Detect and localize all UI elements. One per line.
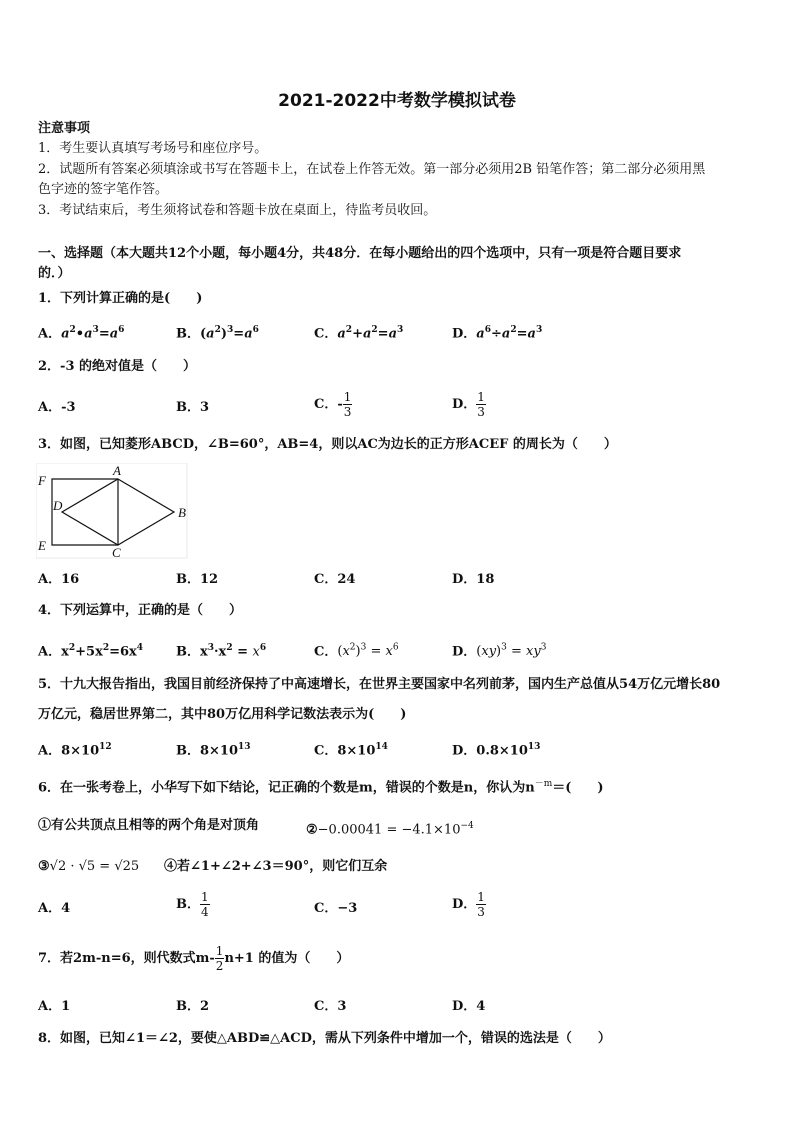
question-8-stem: 8．如图，已知∠1＝∠2，要使△ABD≌△ACD，需从下列条件中增加一个，错误的选法是（ ） — [38, 1031, 611, 1046]
q4-option-a[interactable]: A．$x^2+5x^2=6x^4$ — [38, 643, 144, 660]
section-heading-cont: 的．） — [38, 266, 71, 281]
point-label-a: A — [113, 463, 121, 478]
q6-statement-2: ②−0.00041 = $-4.1\times 10^{-4}$ — [306, 821, 474, 838]
page-title: 2021-2022中考数学模拟试卷 — [278, 91, 516, 111]
rhombus-square-figure — [36, 463, 188, 559]
q2-option-a[interactable]: A．-3 — [38, 400, 76, 415]
q4-option-d[interactable]: D．$(xy)^3 = xy^3$ — [452, 643, 547, 660]
q3-option-d[interactable]: D．18 — [452, 572, 495, 587]
notice-item: 1．考生要认真填写考场号和座位序号。 — [38, 141, 268, 156]
question-7-stem: 7．若2m-n=6，则代数式m- $\frac{1}{2}$ n+1 的值为（ ） — [38, 944, 350, 973]
q2-option-d[interactable]: D． $\frac{1}{3}$ — [452, 390, 485, 419]
q5-option-b[interactable]: B．$8\times 10^{13}$ — [176, 742, 251, 759]
q6-statement-1: ①有公共顶点且相等的两个角是对顶角 — [38, 818, 260, 833]
q5-option-a[interactable]: A．$8\times 10^{12}$ — [38, 742, 112, 759]
fraction: $\frac{1}{2}$ — [215, 944, 224, 973]
q5-option-d[interactable]: D．$0.8\times 10^{13}$ — [452, 742, 541, 759]
question-3-stem: 3．如图，已知菱形ABCD，∠B=60°，AB=4，则以AC为边长的正方形ACEF 的周长为（ ） — [38, 437, 617, 452]
point-label-b: B — [178, 505, 186, 520]
question-4-stem: 4．下列运算中，正确的是（ ） — [38, 603, 243, 618]
q4-option-c[interactable]: C．$(x^2)^3 = x^6$ — [314, 643, 399, 660]
fraction: $\frac{1}{3}$ — [477, 890, 485, 919]
notice-item: 2．试题所有答案必须填涂或书写在答题卡上，在试卷上作答无效。第一部分必须用2B 铅笔作答；第二部分必须用黑 — [38, 162, 706, 177]
fraction: $\frac{1}{3}$ — [343, 390, 352, 419]
q2-option-c[interactable]: C．- $\frac{1}{3}$ — [314, 390, 352, 419]
q1-option-b[interactable]: B．$(a^2)^3=a^6$ — [176, 325, 259, 342]
q1-option-d[interactable]: D．$a^6\div a^2=a^3$ — [452, 325, 543, 342]
q6-statement-3: ③√2 · √5 = √25 — [38, 859, 140, 874]
q3-option-c[interactable]: C．24 — [314, 572, 356, 587]
notice-item: 3．考试结束后，考生须将试卷和答题卡放在桌面上，待监考员收回。 — [38, 203, 437, 218]
q3-option-b[interactable]: B．12 — [176, 572, 219, 587]
fraction: $\frac{1}{3}$ — [477, 390, 485, 419]
fraction: $\frac{1}{4}$ — [201, 890, 209, 919]
question-2-stem: 2．-3 的绝对值是（ ） — [38, 359, 197, 374]
point-label-d: D — [53, 498, 63, 513]
point-label-e: E — [38, 538, 46, 553]
notice-heading: 注意事项 — [38, 121, 91, 136]
q7-option-b[interactable]: B．2 — [176, 999, 210, 1014]
q2-option-b[interactable]: B．3 — [176, 400, 210, 415]
q7-option-c[interactable]: C．3 — [314, 999, 347, 1014]
section-heading: 一、选择题（本大题共12个小题，每小题4分，共48分．在每小题给出的四个选项中，只有一项是符合题目要求 — [38, 246, 682, 261]
q6-option-c[interactable]: C．−3 — [314, 901, 358, 916]
question-5-stem: 5．十九大报告指出，我国目前经济保持了中高速增长，在世界主要国家中名列前茅，国内生产总值从54万亿元增长80 — [38, 677, 721, 692]
point-label-c: C — [112, 545, 121, 559]
point-label-f: F — [38, 473, 46, 488]
q5-option-c[interactable]: C．$8\times 10^{14}$ — [314, 742, 388, 759]
q6-option-d[interactable]: D． $\frac{1}{3}$ — [452, 890, 485, 919]
q6-option-a[interactable]: A．4 — [38, 901, 71, 916]
q1-option-a[interactable]: A．$a^2•a^3=a^6$ — [38, 325, 125, 342]
q4-option-b[interactable]: B．$x^3\cdot x^2 = x^6$ — [176, 643, 267, 660]
q7-option-a[interactable]: A．1 — [38, 999, 71, 1014]
question-6-stem: 6．在一张考卷上，小华写下如下结论，记正确的个数是m，错误的个数是n，你认为$n^{-m}=$( ) — [38, 779, 604, 796]
q7-option-d[interactable]: D．4 — [452, 999, 486, 1014]
q6-statement-4: ④若∠1+∠2+∠3＝90°，则它们互余 — [164, 859, 388, 874]
q1-option-c[interactable]: C．$a^2+a^2=a^3$ — [314, 325, 404, 342]
q3-option-a[interactable]: A．16 — [38, 572, 80, 587]
question-1-stem: 1．下列计算正确的是( ) — [38, 291, 203, 306]
notice-item: 色字迹的签字笔作答。 — [38, 182, 169, 197]
q6-option-b[interactable]: B． $\frac{1}{4}$ — [176, 890, 209, 919]
question-5-stem-cont: 万亿元，稳居世界第二，其中80万亿用科学记数法表示为( ) — [38, 707, 407, 722]
